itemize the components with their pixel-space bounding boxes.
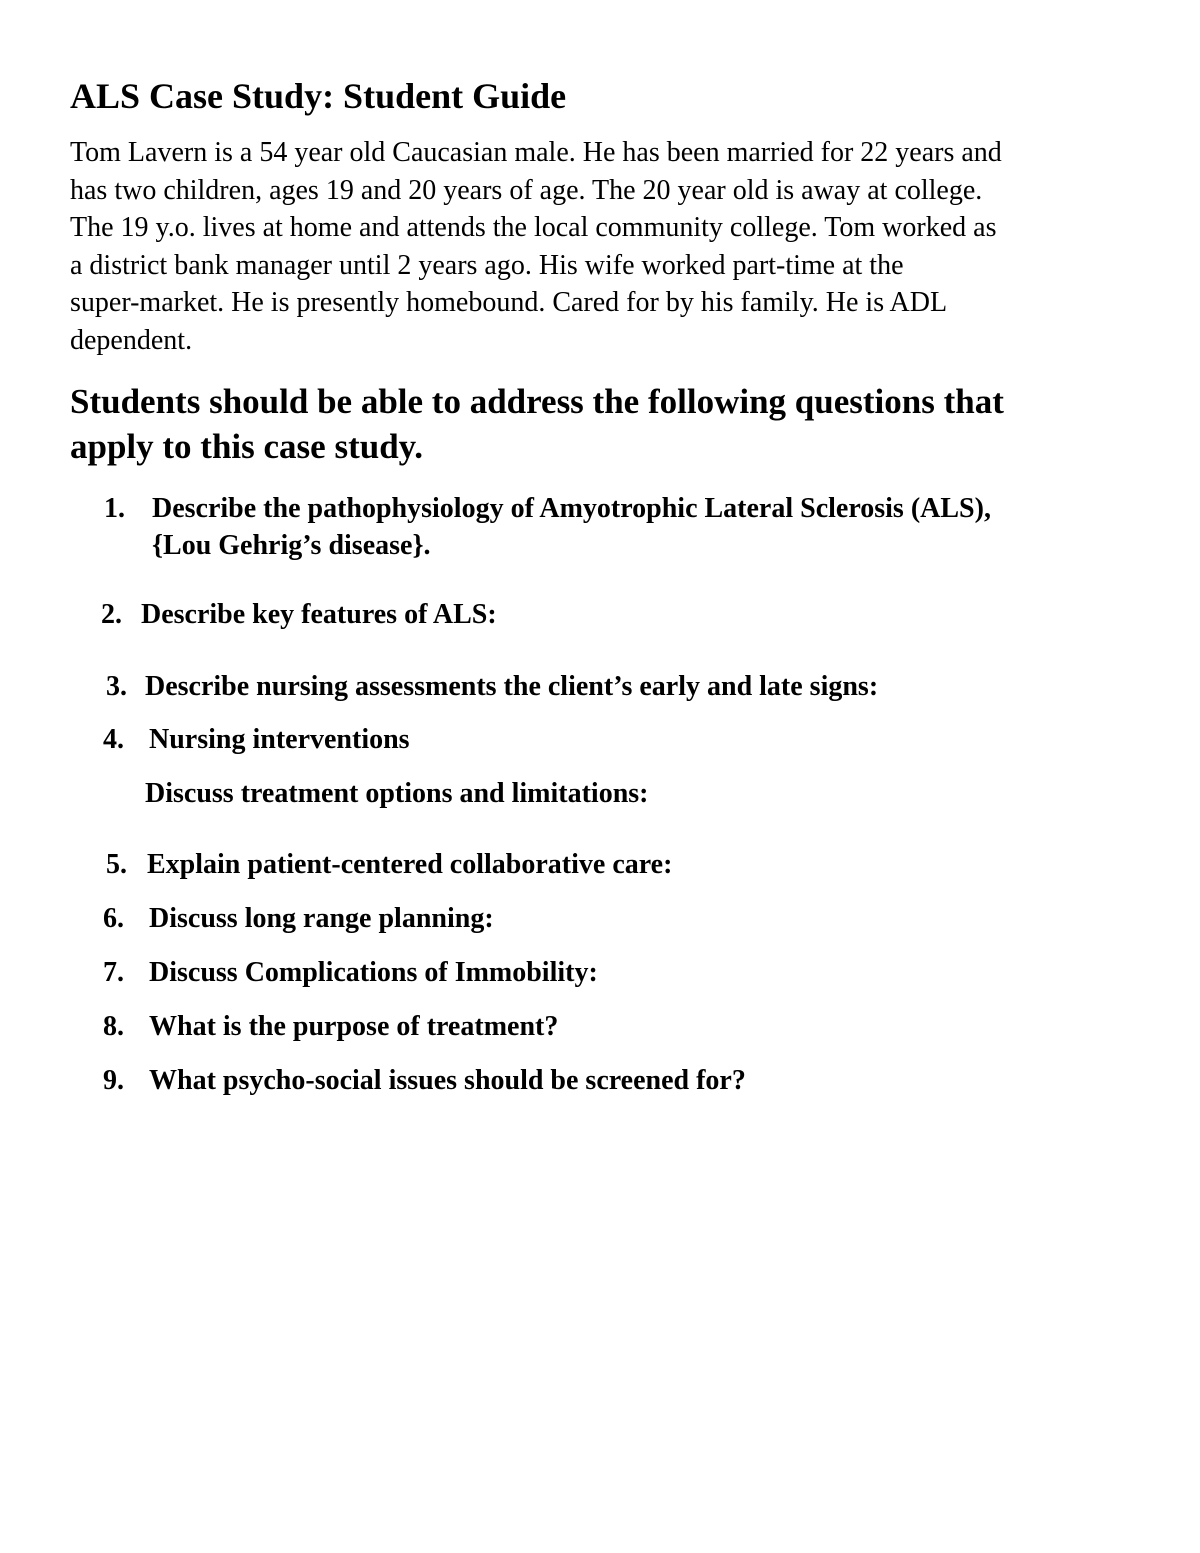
- question-number: 3.: [106, 671, 127, 702]
- question-text: Nursing interventions: [149, 724, 410, 755]
- question-number: 7.: [103, 957, 124, 988]
- case-description-line: has two children, ages 19 and 20 years of age. The 20 year old is away at college.: [70, 174, 983, 206]
- case-description-line: dependent.: [70, 324, 193, 356]
- question-text: Explain patient-centered collaborative care:: [147, 849, 673, 880]
- questions-heading-line: Students should be able to address the following questions that: [70, 382, 1004, 421]
- case-description-line: super-market. He is presently homebound. Cared for by his family. He is ADL: [70, 287, 948, 318]
- question-number: 6.: [103, 903, 124, 934]
- question-text: Describe nursing assessments the client’s early and late signs:: [145, 671, 879, 702]
- question-text: What is the purpose of treatment?: [149, 1011, 559, 1042]
- question-text: {Lou Gehrig’s disease}.: [152, 530, 431, 561]
- question-number: 1.: [104, 493, 125, 524]
- question-number: 5.: [106, 849, 127, 880]
- case-description: [70, 134, 1140, 359]
- question-text: What psycho-social issues should be screened for?: [149, 1065, 746, 1096]
- case-description-line: Tom Lavern is a 54 year old Caucasian male. He has been married for 22 years and: [70, 137, 1002, 168]
- question-text: Describe key features of ALS:: [141, 599, 497, 630]
- question-text: Discuss treatment options and limitations:: [145, 778, 649, 809]
- questions-heading-line: apply to this case study.: [70, 427, 423, 466]
- question-text: Describe the pathophysiology of Amyotrophic Lateral Sclerosis (ALS),: [152, 493, 991, 524]
- document-title: ALS Case Study: Student Guide: [70, 76, 567, 116]
- question-text: Discuss long range planning:: [149, 903, 494, 934]
- case-description-line: a district bank manager until 2 years ago. His wife worked part-time at the: [70, 249, 904, 281]
- question-number: 2.: [101, 599, 122, 630]
- question-number: 9.: [103, 1065, 124, 1096]
- case-description-line: The 19 y.o. lives at home and attends the local community college. Tom worked as: [70, 212, 997, 243]
- question-number: 4.: [103, 724, 124, 755]
- questions-heading: [70, 379, 1170, 469]
- question-text: Discuss Complications of Immobility:: [149, 957, 598, 988]
- question-number: 8.: [103, 1011, 124, 1042]
